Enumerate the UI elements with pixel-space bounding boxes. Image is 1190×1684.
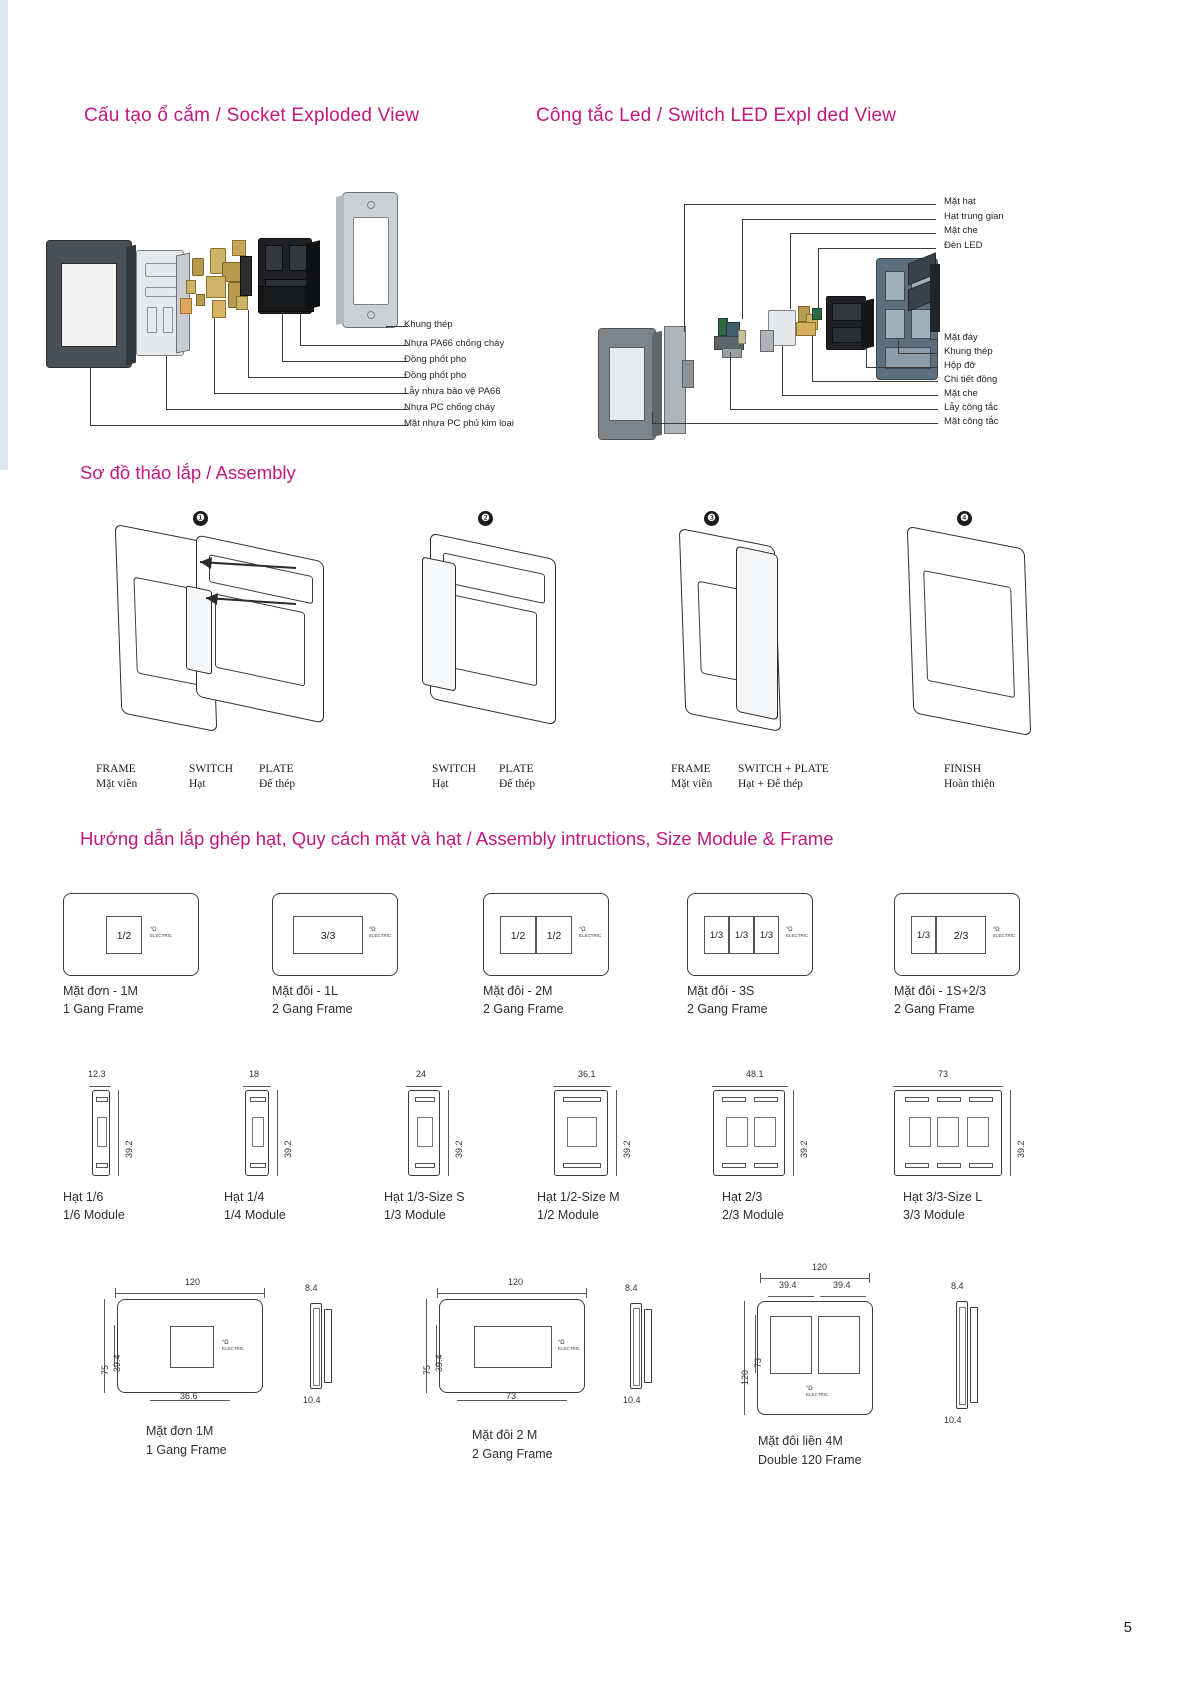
switch-callout-bot-1: Khung thép [944,346,993,357]
assembly-1-label-en-0: FRAME [96,763,136,775]
switch-part-pcb-5 [738,330,746,344]
frame-3-dim-height: 120 [740,1369,750,1385]
socket-callout-6: Mặt nhựa PC phủ kim loại [404,418,514,429]
assembly-3-label-vi-0: Mặt viền [671,778,713,790]
socket-part-black-body-side [306,240,320,309]
module-3-name-vi: Hạt 1/3-Size S [384,1190,465,1204]
switch-part-led [812,308,822,320]
frame-2-dim-thick: 8.4 [625,1283,638,1293]
frame-2-sideview-depth [644,1309,652,1383]
module-6-name-vi: Hạt 3/3-Size L [903,1190,983,1204]
switch-callout-bot-5: Lẫy công tắc [944,402,998,413]
frame-layout-5 [894,893,1020,976]
module-4-name-en: 1/2 Module [537,1208,599,1222]
assembly-2-label-vi-1: Đế thép [499,778,536,790]
socket-part-contact-holder [240,256,252,296]
frame-layout-4-slot-1: 1/3 [729,916,754,954]
frame-2-dim-depth: 10.4 [623,1395,641,1405]
socket-part-contact-6 [232,240,246,256]
module-5-height: 39.2 [799,1140,809,1158]
frame-layout-3-name-vi: Mặt đôi - 2M [483,984,553,998]
frame-2-dim-inner-w: 73 [506,1391,517,1401]
module-1-name-en: 1/6 Module [63,1208,125,1222]
frame-1-dim-inner-w: 36.6 [180,1391,198,1401]
frame-1-dim-width: 120 [185,1277,201,1287]
frame-layout-5-name-en: 2 Gang Frame [894,1002,975,1016]
frame-3-dim-half-a: 39.4 [779,1280,797,1290]
heading-socket-exploded: Cấu tạo ổ cắm / Socket Exploded View [84,105,420,126]
frame-layout-4 [687,893,813,976]
module-6-name-en: 3/3 Module [903,1208,965,1222]
module-1-name-vi: Hạt 1/6 [63,1190,104,1204]
brand-mark-frame-1: °Ω ELECTRIC [222,1340,245,1351]
module-6-box [894,1090,1002,1176]
module-4-width: 36.1 [578,1069,596,1079]
module-2-name-en: 1/4 Module [224,1208,286,1222]
module-1-height: 39.2 [124,1140,134,1158]
frame-layout-5-name-vi: Mặt đôi - 1S+2/3 [894,984,987,998]
heading-modules: Hướng dẫn lắp ghép hạt, Quy cách mặt và hạt / Assembly intructions, Size Module & Frame [80,828,834,849]
brand-mark-frame-3: °Ω ELECTRIC [806,1386,829,1397]
switch-part-frame-side [652,331,662,437]
module-4-box [554,1090,608,1176]
frame-layout-5-slot-1: 2/3 [936,916,986,954]
frame-2-dim-height: 75 [422,1364,432,1375]
switch-callout-top-3: Đèn LED [944,240,983,251]
frame-1-sideview [310,1303,322,1389]
frame-3-name-vi: Mặt đôi liền 4M [758,1434,843,1448]
frame-1-dim-depth: 10.4 [303,1395,321,1405]
assembly-2-label-vi-0: Hạt [432,778,449,790]
switch-part-black-body-side [862,299,874,350]
frame-layout-4-slot-2: 1/3 [754,916,779,954]
heading-assembly: Sơ đồ tháo lắp / Assembly [80,462,296,483]
module-6-width: 73 [938,1069,949,1079]
socket-part-outer-frame-side [126,245,136,366]
assembly-step-number-4: ❹ [957,511,972,526]
socket-part-steel-frame-side [336,195,344,325]
frame-3-sideview [956,1301,968,1409]
module-4-name-vi: Hạt 1/2-Size M [537,1190,620,1204]
socket-part-outer-frame [46,240,132,368]
brand-mark-4: °Ω ELECTRIC [786,927,809,938]
frame-layout-3-slot-1: 1/2 [536,916,572,954]
module-5-width: 48.1 [746,1069,764,1079]
switch-callout-top-1: Hạt trung gian [944,211,1004,222]
socket-part-clip-2 [186,280,196,294]
switch-callout-top-2: Mặt che [944,225,978,236]
module-5-name-vi: Hạt 2/3 [722,1190,763,1204]
frame-2-name-en: 2 Gang Frame [472,1447,553,1461]
assembly-2-switch [422,556,456,691]
socket-part-clip-4 [180,298,192,314]
frame-1-dim-thick: 8.4 [305,1283,318,1293]
assembly-3-label-vi-1: Hạt + Đế thép [738,778,803,790]
page-edge-bar [0,0,8,470]
module-2-height: 39.2 [283,1140,293,1158]
frame-layout-4-name-en: 2 Gang Frame [687,1002,768,1016]
brand-mark-5: °Ω ELECTRIC [993,927,1016,938]
frame-2-dim-height2: 39.4 [434,1354,444,1372]
assembly-1-arrows [186,556,306,626]
module-3-height: 39.2 [454,1140,464,1158]
assembly-step-number-3: ❸ [704,511,719,526]
frame-1-outline [117,1299,263,1393]
frame-3-window-right [818,1316,860,1374]
frame-3-sideview-depth [970,1307,978,1403]
assembly-step-number-2: ❷ [478,511,493,526]
frame-layout-2-name-en: 2 Gang Frame [272,1002,353,1016]
frame-layout-3-name-en: 2 Gang Frame [483,1002,564,1016]
assembly-1-label-vi-0: Mặt viền [96,778,138,790]
page-number: 5 [1123,1619,1132,1636]
module-1-width: 12.3 [88,1069,106,1079]
switch-part-black-body [826,296,866,350]
frame-3-window-left [770,1316,812,1374]
switch-part-frame [598,328,656,440]
socket-callout-0: Khung thép [404,319,453,330]
socket-callout-4: Lẫy nhựa bảo vệ PA66 [404,386,501,397]
frame-1-window [170,1326,214,1368]
socket-callout-3: Đồng phốt pho [404,370,467,381]
frame-2-sideview [630,1303,642,1389]
assembly-4-label-vi-0: Hoàn thiện [944,778,995,790]
socket-callout-5: Nhựa PC chống cháy [404,402,495,413]
assembly-3-label-en-0: FRAME [671,763,711,775]
switch-part-copper-3 [796,322,816,336]
switch-callout-bot-3: Chi tiết đồng [944,374,998,385]
frame-1-dim-height2: 39.4 [112,1354,122,1372]
brand-mark-1: °Ω ELECTRIC [150,927,173,938]
assembly-1-label-vi-2: Đế thép [259,778,296,790]
assembly-1-label-en-2: PLATE [259,763,294,775]
module-1-box [92,1090,110,1176]
brand-mark-2: °Ω ELECTRIC [369,927,392,938]
socket-part-contact-3 [206,276,226,298]
assembly-1-label-vi-1: Hạt [189,778,206,790]
switch-part-cap-edge-2 [930,292,940,332]
frame-1-name-en: 1 Gang Frame [146,1443,227,1457]
frame-layout-2-name-vi: Mặt đôi - 1L [272,984,339,998]
frame-layout-3-slot-0: 1/2 [500,916,536,954]
assembly-4-label-en-0: FINISH [944,763,982,775]
assembly-2-label-en-1: PLATE [499,763,534,775]
socket-callout-2: Đồng phốt pho [404,354,467,365]
frame-3-outline [757,1301,873,1415]
module-2-width: 18 [249,1069,260,1079]
module-5-box [713,1090,785,1176]
switch-callout-bot-2: Hộp đỡ [944,360,976,371]
switch-callout-top-0: Mặt hạt [944,196,976,207]
switch-callout-bot-4: Mặt che [944,388,978,399]
frame-3-name-en: Double 120 Frame [758,1453,862,1467]
frame-layout-1-name-en: 1 Gang Frame [63,1002,144,1016]
frame-1-dim-height: 75 [100,1364,110,1375]
frame-layout-4-slot-0: 1/3 [704,916,729,954]
socket-part-clip-1 [192,258,204,276]
assembly-4-finished [907,526,1031,736]
frame-3-dim-half-b: 39.4 [833,1280,851,1290]
assembly-3-switch-plate [736,546,778,721]
frame-3-dim-depth: 10.4 [944,1415,962,1425]
module-3-name-en: 1/3 Module [384,1208,446,1222]
frame-2-window [474,1326,552,1368]
brand-mark-3: °Ω ELECTRIC [579,927,602,938]
frame-layout-3 [483,893,609,976]
socket-part-contact-5 [212,300,226,318]
switch-part-thin-plate-tab [682,360,694,388]
socket-part-clip-3 [196,294,205,306]
switch-callout-bot-0: Mặt đáy [944,332,978,343]
module-3-width: 24 [416,1069,427,1079]
socket-part-contact-7 [236,296,248,310]
socket-callout-1: Nhựa PA66 chống cháy [404,338,505,349]
frame-1-name-vi: Mặt đơn 1M [146,1424,214,1438]
assembly-1-label-en-1: SWITCH [189,763,234,775]
frame-3-dim-width: 120 [812,1262,828,1272]
module-2-box [245,1090,269,1176]
frame-3-dim-height2: 73 [753,1357,763,1368]
brand-mark-frame-2: °Ω ELECTRIC [558,1340,581,1351]
frame-layout-5-slot-0: 1/3 [911,916,936,954]
frame-layout-1-name-vi: Mặt đơn - 1M [63,984,138,998]
frame-layout-1 [63,893,199,976]
assembly-step-number-1: ❶ [193,511,208,526]
module-3-box [408,1090,440,1176]
frame-2-outline [439,1299,585,1393]
assembly-2-label-en-0: SWITCH [432,763,477,775]
frame-1-sideview-depth [324,1309,332,1383]
frame-layout-4-name-vi: Mặt đôi - 3S [687,984,755,998]
switch-part-white-block-side [760,330,774,352]
heading-switch-exploded: Công tắc Led / Switch LED Expl ded View [536,105,897,126]
frame-layout-1-slot-0: 1/2 [106,916,142,954]
socket-part-steel-frame [342,192,398,328]
assembly-3-label-en-1: SWITCH + PLATE [738,763,829,775]
frame-2-dim-width: 120 [508,1277,524,1287]
module-2-name-vi: Hạt 1/4 [224,1190,265,1204]
switch-callout-bot-6: Mặt công tắc [944,416,999,427]
module-6-height: 39.2 [1016,1140,1026,1158]
frame-3-dim-thick: 8.4 [951,1281,964,1291]
module-5-name-en: 2/3 Module [722,1208,784,1222]
frame-layout-2-slot-0: 3/3 [293,916,363,954]
frame-2-name-vi: Mặt đôi 2 M [472,1428,538,1442]
module-4-height: 39.2 [622,1140,632,1158]
frame-layout-2 [272,893,398,976]
switch-part-pcb-4 [722,348,742,358]
